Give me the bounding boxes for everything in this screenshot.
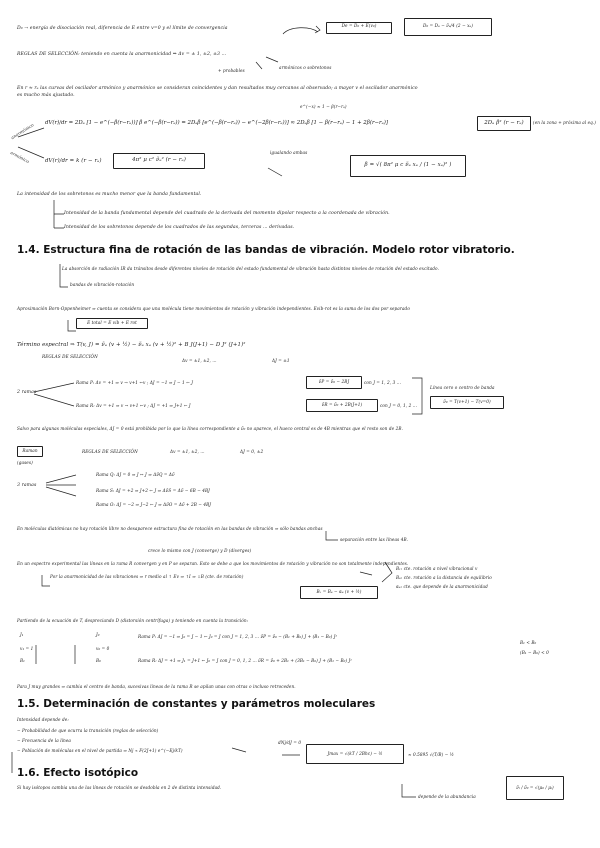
linea-cero-formula-box: ν̃₀ = T(v+1) − T(v=0) xyxy=(430,396,504,409)
harmonic-result-box: 4π² μ c² ν̃ₑ² (r − rₑ) xyxy=(113,153,205,169)
arrow-stroke xyxy=(232,748,246,752)
b1-less-b0: B₁ < B₀ xyxy=(520,640,537,645)
j-muy-grandes: Para J muy grandes ⇒ cambia el centro de banda, sucesivas líneas de la rama R se apilan unas con otras o incluso retroceden. xyxy=(17,684,296,689)
d0-formula-box-1: De = D₀ + E(v₀) xyxy=(326,22,392,34)
heading-1-5: 1.5. Determinación de constantes y parámetros moleculares xyxy=(17,698,376,710)
raman-dj: ΔJ = 0, ±2 xyxy=(240,449,264,454)
reglas-rot-dv: Δv = ±1, ±2, ... xyxy=(182,358,217,363)
rama-o: Rama O: ΔJ = −2 ⇒ J−2 ← J ⇒ Δν̃O = Δν̃ + 2B − 4BJ xyxy=(96,502,212,507)
label-anarmonico: anarmónico xyxy=(10,122,35,141)
branch-lines xyxy=(34,383,74,406)
raman-dv: Δv = ±1, ±2, ... xyxy=(170,449,205,454)
heading-1-4: 1.4. Estructura fina de rotación de las bandas de vibración. Modelo rotor vibratorio. xyxy=(17,244,515,256)
paragraph-curvas: En r ≈ rₑ las curvas del oscilador armónico y anarmónico se consideran coincidentes y dan resultados muy cercanos al observado; a mayor v el oscilador anarmónico xyxy=(17,86,418,91)
arrow-stroke xyxy=(256,62,262,69)
rama-r-formula-box: ν̃R = ν̃₀ + 2B(J+1) xyxy=(306,399,378,412)
salvo-moleculas: Salvo para algunas moléculas especiales, ΔJ = 0 está prohibida por lo que la línea correspondiente a ν̃₀ no aparece, el hueco central es de 4B mientras que el resto son de 2B. xyxy=(17,426,403,431)
separacion-4b: separación entre las líneas 4B. xyxy=(340,537,409,542)
anarmonicidad-vibraciones: Por la anarmonicidad de las vibraciones ⇒ r medio al ↑ Ev ⇒ ↑I ⇒ ↓B (cte. de rotación) xyxy=(50,574,244,579)
isotope-formula-box: ν̃ᵢ / ν̃₀ = √(μ₀ / μᵢ) xyxy=(506,776,564,800)
level-v0: v₀ = 0 xyxy=(96,646,110,651)
linea-cero: Línea cero o centro de banda xyxy=(430,385,495,390)
paragraph-curvas-2: es mucho más ajustado. xyxy=(17,93,75,98)
diatomicas: En moléculas diatómicas no hay rotación libre no desaparece estructura fina de rotación en las bandas de vibración ⇒ sólo bandas anchas xyxy=(17,526,323,531)
rama-p-j: con J = 1, 2, 3 ... xyxy=(364,380,401,385)
morse-result-box: 2Dₑ β² (r − rₑ) xyxy=(477,116,531,131)
bracket xyxy=(326,531,338,540)
espectro-experimental: En un espectro experimental las líneas en la rama R convergen y en P se separan. Esto se debe a que los movimientos de rotación y vibración no son totalmente independientes. xyxy=(17,561,409,566)
intensidad-d1: − Probabilidad de que ocurra la transición (reglas de selección) xyxy=(17,728,159,733)
equation-harmonic-derivative: dV(r)/dr = k (r − rₑ) xyxy=(45,158,102,164)
bracket xyxy=(402,784,416,797)
level-j1: J₁ xyxy=(20,632,24,637)
reglas-seleccion-rot: REGLAS DE SELECCIÓN xyxy=(42,354,98,359)
arrowhead xyxy=(315,26,320,33)
equation-morse-derivative: dV(r)/dr = 2Dₑ [1 − e^(−β(r−rₑ))] β e^(−β(r−rₑ)) = 2Dₑβ [e^(−β(r−rₑ)) − e^(−2β(r−rₑ))] ≈ 2Dₑβ [1 − β(r−rₑ) − 1 + 2β(r−rₑ)] xyxy=(45,120,388,126)
intensidad-d3: − Población de moléculas en el nivel de partida ⇒ Nj ∝ F(2J+1) e^(−Ej/kT) xyxy=(17,748,183,753)
igualando-note: igualando ambas xyxy=(270,150,308,155)
h14-absorcion: La absorción de radiación IR da tránsitos desde diferentes niveles de rotación del estado fundamental de vibración hasta distintos niveles de rotación del estado excitado. xyxy=(62,266,440,271)
arrow-stroke xyxy=(360,572,372,575)
jmax-approx: ≈ 0.5895 √(T/B) − ½ xyxy=(408,752,454,757)
taylor-note: e^(−x) ≈ 1 − β(r−rₑ) xyxy=(300,104,347,109)
bracket xyxy=(42,575,50,586)
level-j0: J₀ xyxy=(96,632,100,637)
arrow-stroke xyxy=(266,57,278,62)
rama-r-transicion: Rama R: ΔJ = +1 ⇒ J₁ = J+1 ← J₀ = J con J = 0, 1, 2 ... ν̃R = ν̃₀ + 2B₁ + (3B₁ − B₀) J + (B₁ − B₀) J² xyxy=(138,658,353,663)
partiendo-ecuacion: Partiendo de la ecuación de T, despreciando D (distorsión centrífuga) y teniendo en cuenta la transición: xyxy=(17,618,249,623)
rama-p-formula-box: ν̃P = ν̃₀ − 2BJ xyxy=(306,376,362,389)
d0-definition: D₀ → energía de disociación real, diferencia de E entre v=0 y el límite de convergencia xyxy=(17,26,228,31)
b1-minus-b0: (B₁ − B₀) < 0 xyxy=(520,650,549,655)
arrow-curve xyxy=(283,28,318,34)
label-3-ramas: 3 ramas xyxy=(17,483,37,488)
d0-formula-box-2: D₀ = Dₑ − ν̃ₑ/4 (2 − xₑ) xyxy=(404,18,492,36)
rama-q: Rama Q: ΔJ = 0 ⇒ J ↔ J ⇒ Δν̃Q = Δν̃ xyxy=(96,472,175,477)
intensidad-sobretonos: La intensidad de los sobretonos es mucho menor que la banda fundamental. xyxy=(17,192,202,197)
rama-r: Rama R: Δv = +1 ⇒ v → v+1 ←v ; ΔJ = +1 ⇒ J+1 ← J xyxy=(76,403,191,408)
rama-p-transicion: Rama P: ΔJ = −1 ⇒ J₀ = J − 1 ← J₀ = J con J = 1, 2, 3 ... ν̃P = ν̃₀ − (B₁ + B₀) J + (B₁ − B₀) J² xyxy=(138,634,338,639)
intensidad-d2: − Frecuencia de la línea xyxy=(17,738,71,743)
level-v1: v₁ = 1 xyxy=(20,646,34,651)
morse-note: (en la zona + próxima al eq.) xyxy=(533,120,596,125)
dnj-dj: dNj/dJ = 0 xyxy=(278,740,302,745)
born-formula-box: E total = E vib + E rot xyxy=(76,318,148,329)
bracket xyxy=(54,200,64,228)
label-2-ramas: 2 ramas xyxy=(17,390,37,395)
bv-note-1: Bᵥ: cte. rotación a nivel vibracional v xyxy=(396,566,478,571)
level-b1: B₁ xyxy=(20,658,25,663)
label-probables: + probables xyxy=(218,68,245,73)
crece-lo-mismo: crece lo mismo con J (converge) y D (diverges) xyxy=(148,548,252,553)
depende-abundancia: depende de la abundancia xyxy=(418,794,476,799)
level-b0: B₀ xyxy=(96,658,101,663)
raman-reglas: REGLAS DE SELECCIÓN xyxy=(82,449,138,454)
raman-gases: (gases) xyxy=(17,460,33,465)
born-oppenheimer: Aproximación Born-Oppenheimer ⇒ cuenta se considera que una molécula tiene movimientos de rotación y vibración independientes. Evib-rot es la suma de los dos por separado xyxy=(17,306,410,311)
rama-p: Rama P: Δv = +1 ⇒ v → v+1 ←v ; ΔJ = −1 ⇒ J − 1 ← J xyxy=(76,380,193,385)
isotopo-text: Si hay isótopos cambia una de las líneas de rotación se desdobla en 2 de distinta intensidad. xyxy=(17,785,222,790)
arrow-stroke xyxy=(268,168,282,176)
bv-note-3: αₑ: cte. que depende de la anarmonicidad xyxy=(396,584,488,589)
reglas-rot-dj: ΔJ = ±1 xyxy=(272,358,290,363)
intensidad-sobretonos-derivadas: Intensidad de los sobretonos depende de los cuadrados de las segundas, terceras ... derivadas. xyxy=(64,225,295,230)
termino-espectral: Término espectral ⇒ T(v, J) = ν̃ₑ (v + ½) − ν̃ₑ xₑ (v + ½)² + B J(J+1) − D J² (J+1)² xyxy=(17,342,246,348)
rama-r-j: con J = 0, 1, 2 ... xyxy=(380,403,417,408)
rama-s: Rama S: ΔJ = +2 ⇒ J+2 ← J ⇒ Δν̃S = Δν̃ − 6B − 4BJ xyxy=(96,488,210,493)
intensidad-depende: Intensidad depende de: xyxy=(17,717,69,722)
bv-note-2: Bₑ: cte. rotación a la distancia de equilibrio xyxy=(396,575,492,580)
label-armonicos: armónicos o sobretonos xyxy=(279,65,332,70)
jmax-box: Jmax = √(kT / 2Bhc) − ½ xyxy=(306,744,404,764)
heading-1-6: 1.6. Efecto isotópico xyxy=(17,767,139,779)
h14-bandas-vib-rot: bandas de vibración-rotación xyxy=(70,282,135,287)
bracket xyxy=(68,320,76,331)
label-armonico: armónico xyxy=(9,150,31,165)
intensidad-fundamental: Intensidad de la banda fundamental depende del cuadrado de la derivada del momento dipolar respecto a la coordenada de vibración. xyxy=(64,211,390,216)
beta-formula-box: β = √( 8π² μ c ν̃ₑ xₑ / (1 − xₑ)² ) xyxy=(350,155,466,177)
branch-lines xyxy=(46,475,76,496)
bv-formula-box: Bᵥ = Bₑ − αₑ (v + ½) xyxy=(300,586,378,599)
raman-box: Raman xyxy=(17,446,43,457)
reglas-seleccion-anarmonico: REGLAS DE SELECCIÓN: teniendo en cuenta la anarmonicidad ⇒ Δv = ± 1, ±2, ±3 ... xyxy=(17,52,227,57)
